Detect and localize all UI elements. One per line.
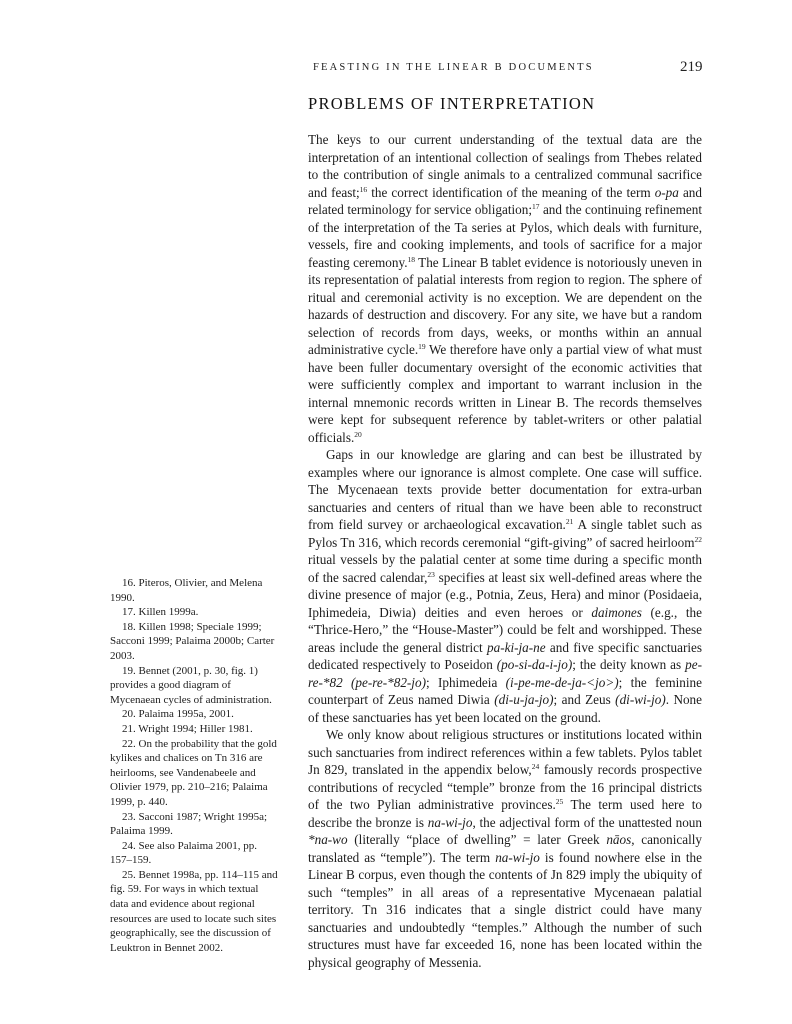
text-run: is found nowhere else in the Linear B corpus, even though the contents of Jn 829 imply the ubiquity of such “temples” in all areas of a representative Mycenaean palatial territory. Tn 316 indicates that a single district could have many sanctuaries and undoubtedly “temples.” Although the number of such structures must have far exceeded 16, none has been located within the physical geography of Messenia. <box>308 849 702 970</box>
footnote-ref: 20 <box>354 429 362 439</box>
footnote-ref: 16 <box>359 184 368 194</box>
text-run: A single tablet such as Pylos Tn 316, which records ceremonial “gift-giving” of sacred heirloom <box>308 517 702 550</box>
text-run: (e.g., the “Thrice-Hero,” the “House-Master”) could be felt and worshipped. These areas include the general district <box>308 604 703 655</box>
text-run: and five specific sanctuaries dedicated respectively to Poseidon <box>308 639 702 672</box>
text-run: The Linear B tablet evidence is notoriously uneven in its representation of palatial interests from region to region. The sphere of ritual and ceremonial activity is no exception. We are dependent on the hazards of destruction and discovery. For any site, we have but a random selection of records from days, weeks, or months within an annual administrative cycle. <box>308 254 702 357</box>
text-run: and related terminology for service obligation; <box>308 184 702 217</box>
text-run: the correct identification of the meaning of the term <box>367 184 655 200</box>
footnote-25: 25. Bennet 1998a, pp. 114–115 and fig. 59. For ways in which textual data and evidence about regional resources are used to locate such sites geographically, see the discussion of Leuktron in Bennet 2002. <box>110 868 278 954</box>
footnote-17: 17. Killen 1999a. <box>122 606 199 619</box>
italic-term: o-pa <box>654 184 679 200</box>
italic-term: nāos <box>606 832 632 847</box>
italic-term: (di-u-ja-jo) <box>494 692 554 707</box>
text-run: , canonically translated as “temple”). The term <box>308 832 703 865</box>
text-run: We therefore have only a partial view of what must have been fuller documentary oversight of the economic activities that were sufficiently complex and important to warrant inclusion in the internal mnemonic records written in Linear B. The records themselves were kept for subsequent reference by tablet-writers or other palatial officials. <box>308 342 702 445</box>
text-run: We only know about religious structures or institutions located within such sanctuaries from indirect references within a few tablets. Pylos tablet Jn 829, translated in the appendix below, <box>308 727 702 777</box>
paragraph-1 <box>308 131 702 446</box>
footnote-ref: 17 <box>532 202 540 211</box>
italic-term: na-wi-jo <box>495 849 540 865</box>
section-title: PROBLEMS OF INTERPRETATION <box>308 94 596 113</box>
footnote-18: 18. Killen 1998; Speciale 1999; Sacconi 1999; Palaima 2000b; Carter 2003. <box>110 620 275 662</box>
footnote-19: 19. Bennet (2001, p. 30, fig. 1) provides a good diagram of Mycenaean cycles of administration. <box>110 664 272 706</box>
text-run: (literally “place of dwelling” = later Greek <box>347 832 607 847</box>
footnote-ref: 21 <box>565 517 574 526</box>
text-run: , the adjectival form of the unattested noun <box>472 814 702 830</box>
footnote-24: 24. See also Palaima 2001, pp. 157–159. <box>110 839 258 867</box>
italic-term: *na-wo <box>308 832 348 847</box>
page-number: 219 <box>680 59 703 75</box>
text-run: ; and Zeus <box>553 692 616 707</box>
text-run: and the continuing refinement of the interpretation of the Ta series at Pylos, which deals with furniture, vessels, fire and cooking implements, and tools of sacrifice for a major feasting ceremony. <box>308 202 702 270</box>
text-run: The keys to our current understanding of the textual data are the interpretation of an intentional collection of sealings from Thebes related to the contribution of single animals to a centralized communal sacrifice and feast; <box>308 132 702 200</box>
text-run: Gaps in our knowledge are glaring and can best be illustrated by examples where our ignorance is almost complete. One case will suffice. The Mycenaean texts provide better documentation for extra-urban sanctuaries and centers of ritual than we have been able to reconstruct from field survey or archaeological excavation. <box>308 447 702 532</box>
footnote-16: 16. Piteros, Olivier, and Melena 1990. <box>110 577 263 604</box>
footnote-22: 22. On the probability that the gold kylikes and chalices on Tn 316 are heirlooms, see Vandenabeele and Olivier 1979, pp. 210–216; Palaima 1999, p. 440. <box>110 737 277 808</box>
footnote-ref: 18 <box>407 254 416 264</box>
footnote-ref: 19 <box>418 342 426 351</box>
text-run: ritual vessels by the palatial center at some time during a specific month of the sacred calendar, <box>308 552 702 585</box>
text-run: ; the feminine counterpart of Zeus named Diwia <box>308 674 703 707</box>
italic-term: pe-re-*82 (pe-re-*82-jo) <box>308 657 702 690</box>
italic-term: na-wi-jo <box>427 814 473 830</box>
footnote-ref: 24 <box>531 762 540 771</box>
running-head: FEASTING IN THE LINEAR B DOCUMENTS <box>313 62 594 73</box>
text-run: famously records prospective contributions of recycled “temple” bronze from the 16 principal districts of the two Pylian administrative provinces. <box>308 762 702 812</box>
text-run: . None of these sanctuaries has yet been located on the ground. <box>308 692 703 725</box>
italic-term: daimones <box>591 604 642 620</box>
text-run: specifies at least six well-defined areas where the divine presence of major (e.g., Potnia, Zeus, Hera) and minor (Posidaeia, Iphimedeia, Diwia) deities and even heroes or <box>308 569 702 620</box>
footnote-21: 21. Wright 1994; Hiller 1981. <box>122 722 253 735</box>
italic-term: (po-si-da-i-jo) <box>496 657 573 672</box>
text-run: The term used here to describe the bronze is <box>308 797 702 830</box>
text-run: ; the deity known as <box>572 657 686 672</box>
footnotes <box>110 576 278 955</box>
body-text <box>308 131 702 971</box>
text-run: ; Iphimedeia <box>425 674 506 690</box>
italic-term: (i-pe-me-de-ja-<jo>) <box>505 674 619 690</box>
italic-term: (di-wi-jo) <box>615 692 666 707</box>
italic-term: pa-ki-ja-ne <box>487 639 546 655</box>
paragraph-3 <box>308 726 702 971</box>
footnote-ref: 23 <box>427 569 435 579</box>
footnote-23: 23. Sacconi 1987; Wright 1995a; Palaima 1999. <box>110 810 268 838</box>
footnote-ref: 22 <box>694 534 702 544</box>
footnote-ref: 25 <box>555 797 564 806</box>
paragraph-2 <box>308 446 702 726</box>
footnote-20: 20. Palaima 1995a, 2001. <box>122 708 234 721</box>
